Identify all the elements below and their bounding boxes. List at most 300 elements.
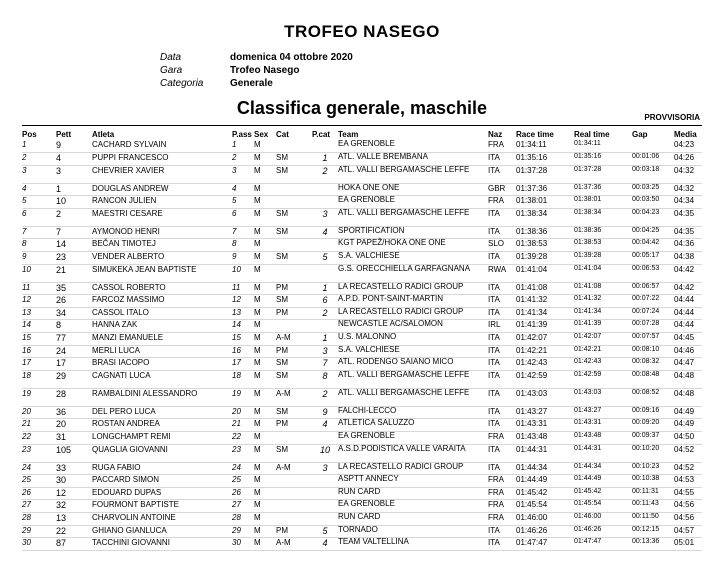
race-time: 01:44:34 [516, 462, 574, 475]
result-position: 24 [22, 462, 56, 475]
race-time: 01:35:16 [516, 153, 574, 166]
real-time: 01:41:32 [574, 295, 632, 308]
pace-average: 04:44 [674, 320, 702, 333]
gap-time: 00:03:50 [632, 196, 674, 209]
team-name: A.P.D. PONT-SAINT-MARTIN [338, 295, 488, 308]
real-time: 01:47:47 [574, 538, 632, 551]
sex-code: M [254, 406, 276, 419]
bib-number: 3 [56, 165, 92, 183]
results-table [22, 128, 702, 551]
category-position [312, 239, 338, 252]
team-name: EA GRENOBLE [338, 432, 488, 445]
gap-time: 00:11:43 [632, 500, 674, 513]
real-time: 01:38:53 [574, 239, 632, 252]
bib-number: 21 [56, 264, 92, 282]
bib-number: 36 [56, 406, 92, 419]
category-code: PM [276, 345, 312, 358]
result-position: 23 [22, 444, 56, 462]
category-code [276, 320, 312, 333]
athlete-name: CAGNATI LUCA [92, 370, 232, 388]
team-name: ATL. VALLI BERGAMASCHE LEFFE [338, 208, 488, 226]
category-position: 6 [312, 295, 338, 308]
athlete-name: MERLI LUCA [92, 345, 232, 358]
athlete-name: AYMONOD HENRI [92, 226, 232, 239]
gap-time: 00:04:42 [632, 239, 674, 252]
result-position: 27 [22, 500, 56, 513]
team-name: EA GRENOBLE [338, 500, 488, 513]
table-row [22, 512, 702, 525]
team-name: RUN CARD [338, 487, 488, 500]
pace-average: 04:45 [674, 333, 702, 346]
category-position: 3 [312, 462, 338, 475]
result-position: 16 [22, 345, 56, 358]
bib-number: 14 [56, 239, 92, 252]
result-position: 18 [22, 370, 56, 388]
category-position [312, 140, 338, 153]
category-position [312, 512, 338, 525]
team-name: U.S. MALONNO [338, 333, 488, 346]
athlete-name: FOURMONT BAPTISTE [92, 500, 232, 513]
gap-time: 00:09:37 [632, 432, 674, 445]
sex-code: M [254, 307, 276, 320]
athlete-name: VENDER ALBERTO [92, 252, 232, 265]
pace-average: 04:26 [674, 153, 702, 166]
pace-average: 04:44 [674, 295, 702, 308]
table-row [22, 196, 702, 209]
pace-average: 04:35 [674, 208, 702, 226]
team-name: TORNADO [338, 525, 488, 538]
nationality-code: ITA [488, 165, 516, 183]
team-name: ATL. VALLI BERGAMASCHE LEFFE [338, 388, 488, 406]
pace-average: 04:36 [674, 239, 702, 252]
category-code: SM [276, 226, 312, 239]
race-time: 01:37:28 [516, 165, 574, 183]
bib-number: 8 [56, 320, 92, 333]
gap-time: 00:09:20 [632, 419, 674, 432]
category-position: 5 [312, 525, 338, 538]
gap-time [632, 140, 674, 153]
meta-row-date [160, 51, 353, 64]
table-row [22, 226, 702, 239]
absolute-position: 27 [232, 500, 254, 513]
category-position [312, 500, 338, 513]
sex-code: M [254, 282, 276, 295]
team-name: EA GRENOBLE [338, 140, 488, 153]
team-name: SPORTIFICATION [338, 226, 488, 239]
real-time: 01:41:39 [574, 320, 632, 333]
result-position: 6 [22, 208, 56, 226]
real-time: 01:45:54 [574, 500, 632, 513]
absolute-position: 9 [232, 252, 254, 265]
sex-code: M [254, 140, 276, 153]
absolute-position: 29 [232, 525, 254, 538]
race-time: 01:43:03 [516, 388, 574, 406]
team-name: ATL. RODENGO SAIANO MICO [338, 358, 488, 371]
athlete-name: EDOUARD DUPAS [92, 487, 232, 500]
absolute-position: 2 [232, 153, 254, 166]
pace-average: 04:52 [674, 462, 702, 475]
race-time: 01:41:34 [516, 307, 574, 320]
table-row [22, 370, 702, 388]
race-time: 01:42:59 [516, 370, 574, 388]
column-header-real-time: Real time [574, 129, 610, 139]
team-name: G.S. ORECCHIELLA GARFAGNANA [338, 264, 488, 282]
category-position: 8 [312, 370, 338, 388]
sex-code: M [254, 208, 276, 226]
category-position [312, 487, 338, 500]
nationality-code: ITA [488, 208, 516, 226]
athlete-name: DEL PERO LUCA [92, 406, 232, 419]
category-position [312, 320, 338, 333]
race-time: 01:38:01 [516, 196, 574, 209]
result-position: 10 [22, 264, 56, 282]
bib-number: 77 [56, 333, 92, 346]
pace-average: 04:44 [674, 307, 702, 320]
result-position: 11 [22, 282, 56, 295]
category-code: SM [276, 153, 312, 166]
athlete-name: SIMUKEKA JEAN BAPTISTE [92, 264, 232, 282]
result-position: 1 [22, 140, 56, 153]
category-code [276, 487, 312, 500]
sex-code: M [254, 475, 276, 488]
nationality-code: RWA [488, 264, 516, 282]
sex-code: M [254, 264, 276, 282]
real-time: 01:43:48 [574, 432, 632, 445]
gap-time: 00:03:18 [632, 165, 674, 183]
category-code: PM [276, 282, 312, 295]
bib-number: 31 [56, 432, 92, 445]
gap-time: 00:05:17 [632, 252, 674, 265]
race-time: 01:47:47 [516, 538, 574, 551]
category-position [312, 432, 338, 445]
absolute-position: 3 [232, 165, 254, 183]
pace-average: 04:57 [674, 525, 702, 538]
sex-code: M [254, 432, 276, 445]
real-time: 01:35:16 [574, 153, 632, 166]
bib-number: 13 [56, 512, 92, 525]
gap-time: 00:06:57 [632, 282, 674, 295]
nationality-code: ITA [488, 226, 516, 239]
absolute-position: 22 [232, 432, 254, 445]
bib-number: 32 [56, 500, 92, 513]
bib-number: 2 [56, 208, 92, 226]
column-header-pass: P.ass [232, 129, 252, 139]
real-time: 01:38:36 [574, 226, 632, 239]
absolute-position: 18 [232, 370, 254, 388]
team-name: KGT PAPEŽ/HOKA ONE ONE [338, 239, 488, 252]
bib-number: 4 [56, 153, 92, 166]
real-time: 01:43:03 [574, 388, 632, 406]
gap-time: 00:08:10 [632, 345, 674, 358]
pace-average: 04:52 [674, 444, 702, 462]
nationality-code: FRA [488, 196, 516, 209]
gap-time: 00:09:16 [632, 406, 674, 419]
category-code: A-M [276, 462, 312, 475]
bib-number: 26 [56, 295, 92, 308]
pace-average: 05:01 [674, 538, 702, 551]
status-badge: PROVVISORIA [644, 113, 700, 122]
pace-average: 04:55 [674, 487, 702, 500]
nationality-code: ITA [488, 307, 516, 320]
athlete-name: CHARVOLIN ANTOINE [92, 512, 232, 525]
bib-number: 23 [56, 252, 92, 265]
gap-time: 00:10:23 [632, 462, 674, 475]
table-row [22, 333, 702, 346]
nationality-code: ITA [488, 333, 516, 346]
race-time: 01:42:43 [516, 358, 574, 371]
nationality-code: IRL [488, 320, 516, 333]
sex-code: M [254, 370, 276, 388]
sex-code: M [254, 487, 276, 500]
real-time: 01:41:08 [574, 282, 632, 295]
table-row [22, 165, 702, 183]
table-row [22, 264, 702, 282]
meta-row-category [160, 77, 353, 90]
gap-time: 00:07:57 [632, 333, 674, 346]
team-name: ASPTT ANNECY [338, 475, 488, 488]
athlete-name: PACCARD SIMON [92, 475, 232, 488]
absolute-position: 25 [232, 475, 254, 488]
category-code [276, 196, 312, 209]
pace-average: 04:35 [674, 226, 702, 239]
race-time: 01:39:28 [516, 252, 574, 265]
real-time: 01:42:07 [574, 333, 632, 346]
absolute-position: 7 [232, 226, 254, 239]
result-position: 28 [22, 512, 56, 525]
category-position: 1 [312, 333, 338, 346]
team-name: ATL. VALLE BREMBANA [338, 153, 488, 166]
meta-value: Trofeo Nasego [230, 65, 300, 76]
nationality-code: FRA [488, 500, 516, 513]
pace-average: 04:32 [674, 165, 702, 183]
real-time: 01:34:11 [574, 140, 632, 153]
sex-code: M [254, 295, 276, 308]
absolute-position: 21 [232, 419, 254, 432]
race-time: 01:34:11 [516, 140, 574, 153]
column-header-sex: Sex [254, 129, 269, 139]
team-name: LA RECASTELLO RADICI GROUP [338, 462, 488, 475]
column-header-cat: Cat [276, 129, 289, 139]
column-header-naz: Naz [488, 129, 503, 139]
team-name: TEAM VALTELLINA [338, 538, 488, 551]
category-position: 10 [312, 444, 338, 462]
nationality-code: ITA [488, 153, 516, 166]
real-time: 01:44:31 [574, 444, 632, 462]
gap-time: 00:10:38 [632, 475, 674, 488]
real-time: 01:37:28 [574, 165, 632, 183]
table-row [22, 239, 702, 252]
category-position: 2 [312, 388, 338, 406]
pace-average: 04:56 [674, 512, 702, 525]
sex-code: M [254, 239, 276, 252]
bib-number: 10 [56, 196, 92, 209]
sex-code: M [254, 538, 276, 551]
bib-number: 28 [56, 388, 92, 406]
athlete-name: QUAGLIA GIOVANNI [92, 444, 232, 462]
nationality-code: FRA [488, 432, 516, 445]
pace-average: 04:48 [674, 370, 702, 388]
real-time: 01:46:00 [574, 512, 632, 525]
absolute-position: 19 [232, 388, 254, 406]
table-row [22, 462, 702, 475]
team-name: LA RECASTELLO RADICI GROUP [338, 307, 488, 320]
category-position: 4 [312, 538, 338, 551]
table-row [22, 320, 702, 333]
gap-time: 00:08:32 [632, 358, 674, 371]
absolute-position: 13 [232, 307, 254, 320]
nationality-code: ITA [488, 358, 516, 371]
table-row [22, 444, 702, 462]
pace-average: 04:46 [674, 345, 702, 358]
bib-number: 33 [56, 462, 92, 475]
table-row [22, 282, 702, 295]
race-time: 01:45:54 [516, 500, 574, 513]
table-row [22, 487, 702, 500]
gap-time: 00:06:53 [632, 264, 674, 282]
team-name: S.A. VALCHIESE [338, 252, 488, 265]
pace-average: 04:47 [674, 358, 702, 371]
category-code: SM [276, 208, 312, 226]
absolute-position: 15 [232, 333, 254, 346]
absolute-position: 8 [232, 239, 254, 252]
category-code: PM [276, 307, 312, 320]
nationality-code: ITA [488, 252, 516, 265]
nationality-code: ITA [488, 462, 516, 475]
table-row [22, 140, 702, 153]
result-position: 19 [22, 388, 56, 406]
result-position: 30 [22, 538, 56, 551]
meta-label: Categoria [160, 78, 204, 89]
athlete-name: DOUGLAS ANDREW [92, 183, 232, 196]
result-position: 25 [22, 475, 56, 488]
category-position: 5 [312, 252, 338, 265]
absolute-position: 24 [232, 462, 254, 475]
pace-average: 04:42 [674, 282, 702, 295]
real-time: 01:38:34 [574, 208, 632, 226]
category-code: PM [276, 525, 312, 538]
sex-code: M [254, 345, 276, 358]
category-position [312, 183, 338, 196]
category-position: 2 [312, 307, 338, 320]
category-code: SM [276, 406, 312, 419]
nationality-code: FRA [488, 140, 516, 153]
absolute-position: 20 [232, 406, 254, 419]
gap-time: 00:04:23 [632, 208, 674, 226]
real-time: 01:42:59 [574, 370, 632, 388]
athlete-name: ROSTAN ANDREA [92, 419, 232, 432]
bib-number: 20 [56, 419, 92, 432]
pace-average: 04:49 [674, 419, 702, 432]
race-time: 01:42:21 [516, 345, 574, 358]
table-row [22, 307, 702, 320]
pace-average: 04:49 [674, 406, 702, 419]
bib-number: 17 [56, 358, 92, 371]
category-code: A-M [276, 388, 312, 406]
absolute-position: 4 [232, 183, 254, 196]
race-time: 01:43:27 [516, 406, 574, 419]
result-position: 4 [22, 183, 56, 196]
sex-code: M [254, 444, 276, 462]
race-time: 01:41:04 [516, 264, 574, 282]
absolute-position: 17 [232, 358, 254, 371]
category-code: SM [276, 295, 312, 308]
sex-code: M [254, 500, 276, 513]
race-time: 01:38:53 [516, 239, 574, 252]
top-divider [22, 125, 702, 126]
pace-average: 04:42 [674, 264, 702, 282]
bib-number: 7 [56, 226, 92, 239]
real-time: 01:43:27 [574, 406, 632, 419]
category-position [312, 264, 338, 282]
athlete-name: HANNA ZAK [92, 320, 232, 333]
absolute-position: 12 [232, 295, 254, 308]
table-row [22, 153, 702, 166]
nationality-code: ITA [488, 419, 516, 432]
category-code: SM [276, 444, 312, 462]
real-time: 01:42:43 [574, 358, 632, 371]
category-position: 4 [312, 419, 338, 432]
category-code: A-M [276, 538, 312, 551]
race-time: 01:41:39 [516, 320, 574, 333]
table-row [22, 538, 702, 551]
sex-code: M [254, 333, 276, 346]
category-position: 7 [312, 358, 338, 371]
table-row [22, 419, 702, 432]
race-time: 01:46:00 [516, 512, 574, 525]
column-header-team: Team [338, 129, 359, 139]
column-header-pcat: P.cat [312, 129, 331, 139]
pace-average: 04:48 [674, 388, 702, 406]
sex-code: M [254, 165, 276, 183]
pace-average: 04:50 [674, 432, 702, 445]
race-time: 01:43:48 [516, 432, 574, 445]
absolute-position: 10 [232, 264, 254, 282]
meta-label: Gara [160, 65, 183, 76]
race-time: 01:41:32 [516, 295, 574, 308]
team-name: HOKA ONE ONE [338, 183, 488, 196]
category-code [276, 432, 312, 445]
absolute-position: 6 [232, 208, 254, 226]
athlete-name: RUGA FABIO [92, 462, 232, 475]
category-position [312, 196, 338, 209]
real-time: 01:43:31 [574, 419, 632, 432]
category-code: SM [276, 252, 312, 265]
result-position: 13 [22, 307, 56, 320]
table-row [22, 406, 702, 419]
result-position: 8 [22, 239, 56, 252]
column-header-atleta: Atleta [92, 129, 115, 139]
table-row [22, 475, 702, 488]
nationality-code: ITA [488, 406, 516, 419]
category-code [276, 183, 312, 196]
pace-average: 04:32 [674, 183, 702, 196]
nationality-code: FRA [488, 512, 516, 525]
category-code [276, 239, 312, 252]
gap-time: 00:12:15 [632, 525, 674, 538]
sex-code: M [254, 419, 276, 432]
gap-time: 00:07:28 [632, 320, 674, 333]
table-row [22, 252, 702, 265]
real-time: 01:37:36 [574, 183, 632, 196]
team-name: ATL. VALLI BERGAMASCHE LEFFE [338, 165, 488, 183]
result-position: 3 [22, 165, 56, 183]
category-code: PM [276, 419, 312, 432]
gap-time: 00:04:25 [632, 226, 674, 239]
column-header-race-time: Race time [516, 129, 554, 139]
nationality-code: ITA [488, 388, 516, 406]
race-time: 01:42:07 [516, 333, 574, 346]
pace-average: 04:56 [674, 500, 702, 513]
